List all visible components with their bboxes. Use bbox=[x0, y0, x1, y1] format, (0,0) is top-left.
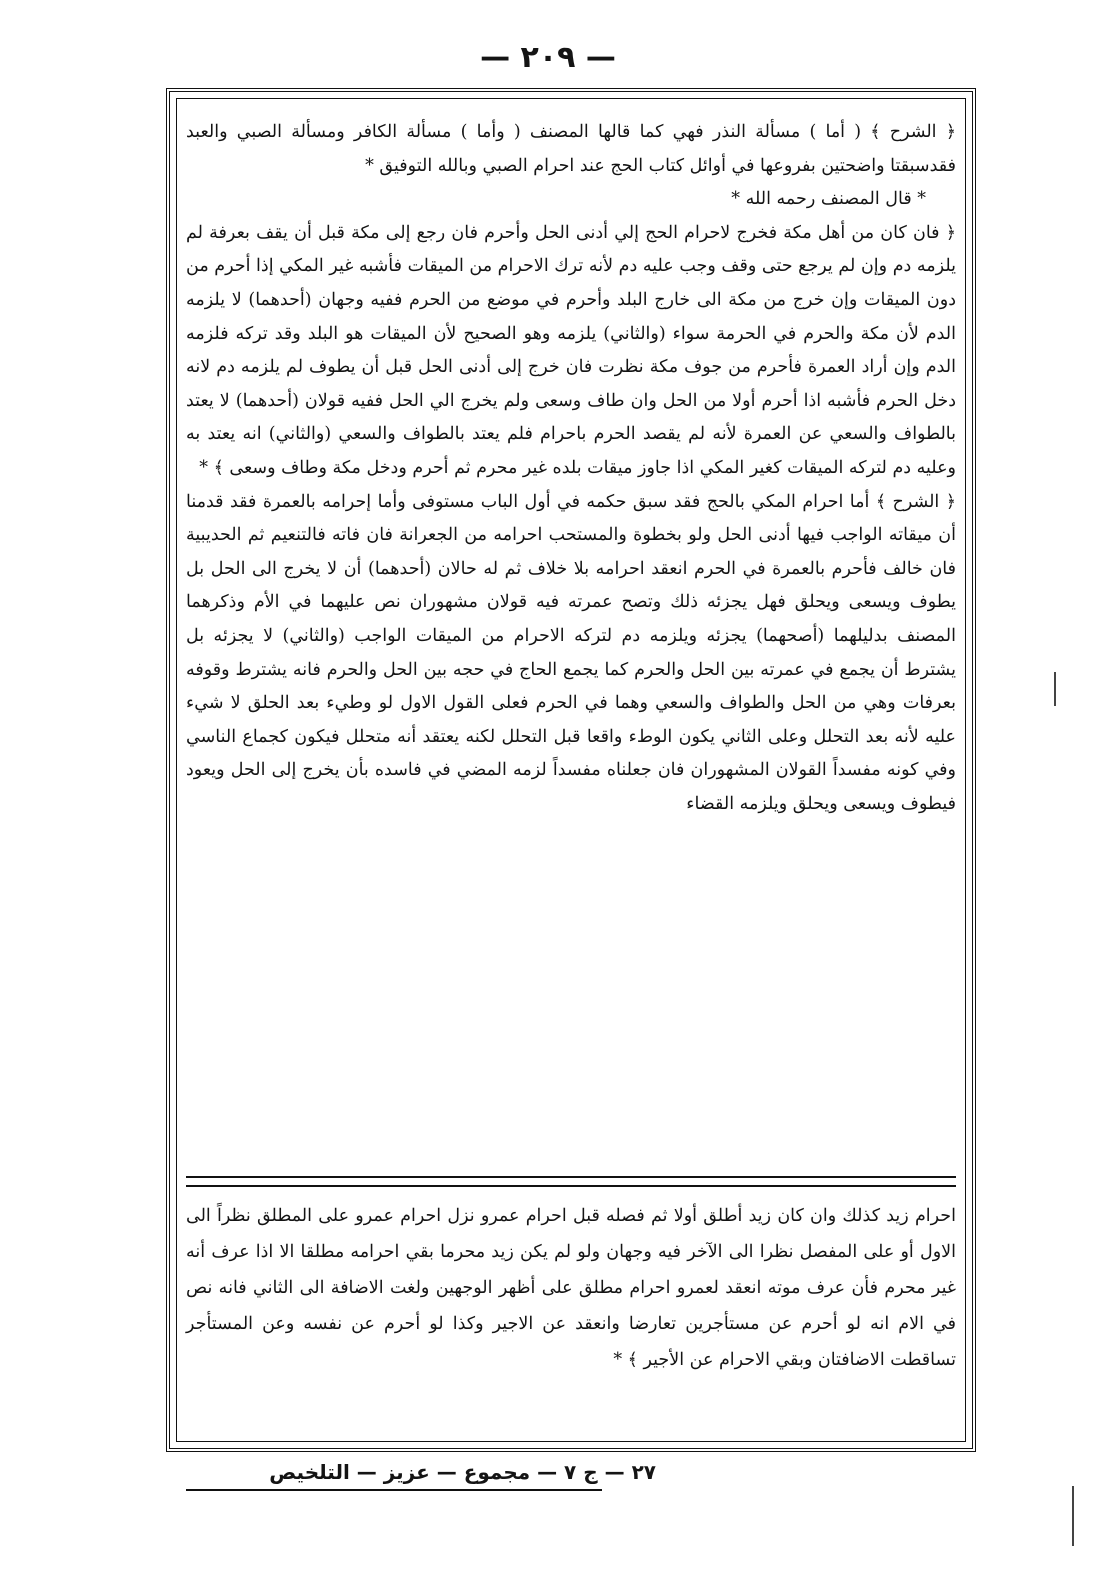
commentary-paragraph-2: ﴿ الشرح ﴾ أما احرام المكي بالحج فقد سبق حكمه في أول الباب مستوفى وأما إحرامه بالعمرة فقد قدمنا أن ميقاته الواجب فيها أدنى الحل ولو بخطوة والمستحب احرامه من الجعرانة فان فاته فالتنعيم ثم الحديبية فان خالف فأحرم بالعمرة في الحرم انعقد احرامه بلا خلاف ثم له حالان (أحدهما) أن لا يخرج الى الحل بل يطوف ويسعى ويحلق فهل يجزئه ذلك وتصح عمرته فيه قولان مشهوران نص عليهما في الأم وذكرهما المصنف بدليلهما (أصحهما) يجزئه ويلزمه دم لتركه الاحرام من الميقات الواجب (والثاني) لا يجزئه بل يشترط أن يجمع في عمرته بين الحل والحرم كما يجمع الحاج في حجه بين الحل والحرم فانه يشترط وقوفه بعرفات وهي من الحل والطواف والسعي وهما في الحرم فعلى القول الاول لو وطيء بعد الحلق لا شيء عليه لأنه بعد التحلل وعلى الثاني يكون الوطء واقعا قبل التحلل لكنه يعتقد أنه متحلل فيكون كجماع الناسي وفي كونه مفسداً القولان المشهوران فان جعلناه مفسداً لزمه المضي في فاسده بأن يخرج إلى الحل ويعود فيطوف ويسعى ويحلق ويلزمه القضاء bbox=[186, 491, 957, 814]
footnote-paragraph: احرام زيد كذلك وان كان زيد أطلق أولا ثم فصله قبل احرام عمرو نزل احرام عمرو على المطلق نظراً الى الاول أو على المفصل نظرا الى الآخر فيه وجهان ولو لم يكن زيد محرما بقي احرامه مطلقا الا اذا عرف أنه غير محرم فأن عرف موته انعقد لعمرو احرام مطلق على أظهر الوجهين ولغت الاضافة الى الثاني فانه نص في الام انه لو أحرم عن مستأجرين تعارضا وانعقد عن الاجير وكذا لو أحرم عن نفسه وعن المستأجر تساقطت الاضافتان وبقي الاحرام عن الأجير ﴾ * bbox=[186, 1206, 956, 1370]
author-said-heading: * قال المصنف رحمه الله * bbox=[731, 189, 926, 210]
commentary-paragraph-1: ﴿ الشرح ﴾ ( أما ) مسألة النذر فهي كما قالها المصنف ( وأما ) مسألة الكافر ومسألة الصبي والعبد فقدسبقتا واضحتين بفروعها في أوائل كتاب الحج عند احرام الصبي وبالله التوفيق * bbox=[186, 122, 956, 176]
page-number: — ٢٠٩ — bbox=[480, 40, 616, 75]
matn-paragraph: ﴿ فان كان من أهل مكة فخرج لاحرام الحج إلي أدنى الحل وأحرم فان رجع إلى مكة قبل أن يقف بعرفة لم يلزمه دم وإن لم يرجع حتى وقف وجب عليه دم لأنه ترك الاحرام من الميقات فأشبه غير المكي إذا أحرم من دون الميقات وإن خرج من مكة الى خارج البلد وأحرم في موضع من الحرم ففيه وجهان (أحدهما) لا يلزمه الدم لأن مكة والحرم في الحرمة سواء (والثاني) يلزمه وهو الصحيح لأن الميقات هو البلد وقد تركه فلزمه الدم وإن أراد العمرة فأحرم من جوف مكة نظرت فان خرج إلى أدنى الحل قبل أن يطوف لم يلزمه دم لانه دخل الحرم فأشبه اذا أحرم أولا من الحل وان طاف وسعى ولم يخرج الي الحل ففيه قولان (أحدهما) لا يعتد بالطواف والسعي عن العمرة لأنه لم يقصد الحرم باحرام فلم يعتد بالطواف والسعي (والثاني) انه يعتد به وعليه دم لتركه الميقات كغير المكي اذا جاوز ميقات بلده غير محرم ثم أحرم ودخل مكة وطاف وسعى ﴾ * bbox=[186, 222, 956, 478]
scan-edge-mark bbox=[1054, 672, 1056, 706]
scan-edge-mark bbox=[1072, 1486, 1074, 1546]
footnote-separator-bottom bbox=[186, 1185, 956, 1187]
footnote-text-block bbox=[186, 1198, 956, 1378]
signature-underline bbox=[186, 1489, 602, 1491]
main-text-block bbox=[186, 116, 956, 821]
signature-line: ٢٧ — ج ٧ — مجموع — عزيز — التلخيص bbox=[269, 1460, 656, 1484]
footnote-separator-top bbox=[186, 1176, 956, 1178]
